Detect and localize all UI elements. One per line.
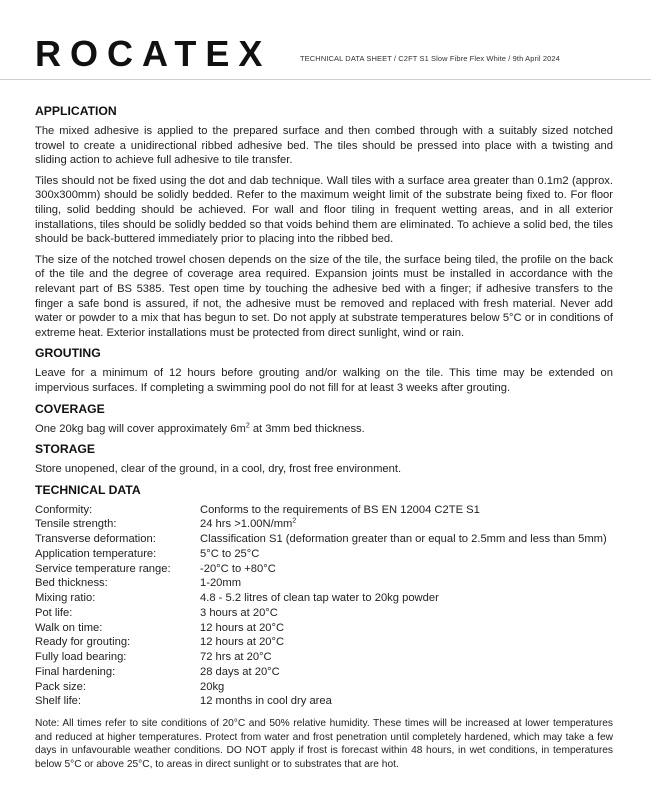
technical-data-value xyxy=(200,576,607,591)
technical-data-value-text: 28 days at 20°C xyxy=(200,665,280,678)
application-paragraph-3: The size of the notched trowel chosen depends on the size of the tile, the surface being tiled, the profile on the back of the tile and the degree of coverage area required. Expansion joints must be installed in accordance with the relevant part of BS 5385. Test open time by touching the adhesive bed with a finger; if adhesive transfers to the finger a safe bond is assured, if not, the adhesive must be removed and replaced with fresh material. Never add water or powder to a mix that has begun to set. Do not apply at substrate temperatures below 5°C or in conditions of extreme heat. Exterior installations must be protected from direct sunlight, wind or rain. xyxy=(35,253,613,339)
technical-data-row xyxy=(35,621,607,636)
technical-data-row xyxy=(35,517,607,532)
technical-data-value xyxy=(200,591,607,606)
technical-data-value xyxy=(200,562,607,577)
application-paragraph-1: The mixed adhesive is applied to the prepared surface and then combed through with a suitably sized notched trowel to create a unidirectional ribbed adhesive bed. The tiles should be pressed into place with a twisting and sliding action to achieve full adhesive to tile transfer. xyxy=(35,125,613,167)
technical-data-key: Tensile strength: xyxy=(35,518,117,531)
coverage-superscript: 2 xyxy=(245,421,250,429)
technical-data-value-text: 1-20mm xyxy=(200,577,242,590)
technical-data-row xyxy=(35,562,607,577)
storage-paragraph: Store unopened, clear of the ground, in a cool, dry, frost free environment. xyxy=(35,463,402,476)
document-body xyxy=(35,104,613,772)
technical-data-value-text: Classification S1 (deformation greater than or equal to 2.5mm and less than 5mm) xyxy=(200,533,607,546)
technical-data-row xyxy=(35,606,607,621)
document-header xyxy=(35,34,635,74)
technical-note: Note: All times refer to site conditions of 20°C and 50% relative humidity. These times will be increased at lower temperatures and reduced at higher temperatures. Protect from water and frost penetration until completely hardened, which may take a few days in unfavourable weather conditions. DO NOT apply if frost is forecast within 48 hours, in wet conditions, in temperatures below 5°C or above 25°C, to areas in direct sunlight or to substrates that are hot. xyxy=(35,718,613,770)
technical-data-superscript: 2 xyxy=(292,517,297,525)
technical-data-value xyxy=(200,606,607,621)
rocatex-logo: ROCATEX xyxy=(35,33,272,74)
technical-data-key: Ready for grouting: xyxy=(35,636,131,649)
technical-data-value xyxy=(200,532,607,547)
technical-data-row xyxy=(35,503,607,518)
technical-data-key: Conformity: xyxy=(35,503,93,516)
technical-data-value-text: 72 hrs at 20°C xyxy=(200,651,272,664)
technical-data-value-text: 20kg xyxy=(200,680,225,693)
technical-data-value-text: 5°C to 25°C xyxy=(200,547,260,560)
technical-data-value-text: 3 hours at 20°C xyxy=(200,606,278,619)
technical-data-row xyxy=(35,591,607,606)
technical-data-value xyxy=(200,650,607,665)
technical-data-value xyxy=(200,665,607,680)
grouting-paragraph: Leave for a minimum of 12 hours before grouting and/or walking on the tile. This time may be extended on impervious surfaces. If completing a swimming pool do not fill for at least 3 weeks after grouting. xyxy=(35,367,613,394)
technical-data-key: Bed thickness: xyxy=(35,577,108,590)
technical-data-row xyxy=(35,576,607,591)
technical-data-value xyxy=(200,621,607,636)
storage-heading: STORAGE xyxy=(35,442,96,457)
technical-data-key: Shelf life: xyxy=(35,695,82,708)
technical-data-value xyxy=(200,517,607,532)
technical-data-value xyxy=(200,635,607,650)
technical-data-value-text: 24 hrs >1.00N/mm xyxy=(200,518,293,531)
grouting-section xyxy=(35,346,613,395)
technical-data-value-text: 12 hours at 20°C xyxy=(200,636,285,649)
grouting-heading: GROUTING xyxy=(35,346,101,361)
technical-data-value-text: 12 months in cool dry area xyxy=(200,695,332,708)
coverage-text-end: at 3mm bed thickness. xyxy=(249,422,365,435)
technical-data-row xyxy=(35,650,607,665)
technical-data-value-text: -20°C to +80°C xyxy=(200,562,276,575)
technical-data-section xyxy=(35,483,613,772)
technical-data-key: Mixing ratio: xyxy=(35,592,96,605)
coverage-paragraph xyxy=(35,422,613,437)
application-paragraph-2: Tiles should not be fixed using the dot and dab technique. Wall tiles with a surface area greater than 0.1m2 (approx. 300x300mm) should be solidly bedded. Refer to the maximum weight limit of the substrate being fixed to. For floor tiling, solid bedding should be achieved. For wall and floor tiling in frequent wetting areas, and in all exterior installations, tiles should be solidly bedded so that voids behind them are eliminated. To achieve a solid bed, the tiles should be back-buttered immediately prior to placing into the ribbed bed. xyxy=(35,174,613,246)
technical-data-key: Final hardening: xyxy=(35,665,116,678)
technical-data-key: Pack size: xyxy=(35,680,86,693)
technical-data-value xyxy=(200,547,607,562)
technical-data-value xyxy=(200,680,607,695)
technical-data-value-text: Conforms to the requirements of BS EN 12004 C2TE S1 xyxy=(200,503,480,516)
technical-data-key: Walk on time: xyxy=(35,621,103,634)
technical-data-key: Service temperature range: xyxy=(35,562,171,575)
coverage-text: One 20kg bag will cover approximately 6m xyxy=(35,422,246,435)
document-meta: TECHNICAL DATA SHEET / C2FT S1 Slow Fibre Flex White / 9th April 2024 xyxy=(300,54,560,63)
technical-data-row xyxy=(35,532,607,547)
technical-data-heading: TECHNICAL DATA xyxy=(35,482,141,497)
technical-data-value-text: 12 hours at 20°C xyxy=(200,621,285,634)
technical-data-key: Fully load bearing: xyxy=(35,651,127,664)
application-heading: APPLICATION xyxy=(35,104,117,118)
coverage-heading: COVERAGE xyxy=(35,401,105,416)
technical-data-key: Application temperature: xyxy=(35,547,157,560)
header-divider xyxy=(0,79,651,80)
technical-data-row xyxy=(35,547,607,562)
technical-data-value xyxy=(200,503,607,518)
technical-data-row xyxy=(35,665,607,680)
storage-section xyxy=(35,442,613,477)
coverage-section xyxy=(35,402,613,437)
technical-data-key: Transverse deformation: xyxy=(35,533,156,546)
technical-data-row xyxy=(35,635,607,650)
technical-data-row xyxy=(35,694,607,709)
technical-data-value-text: 4.8 - 5.2 litres of clean tap water to 20kg powder xyxy=(200,592,439,605)
technical-data-table xyxy=(35,503,607,710)
technical-data-value xyxy=(200,694,607,709)
application-section xyxy=(35,104,613,340)
technical-data-key: Pot life: xyxy=(35,606,73,619)
technical-data-row xyxy=(35,680,607,695)
